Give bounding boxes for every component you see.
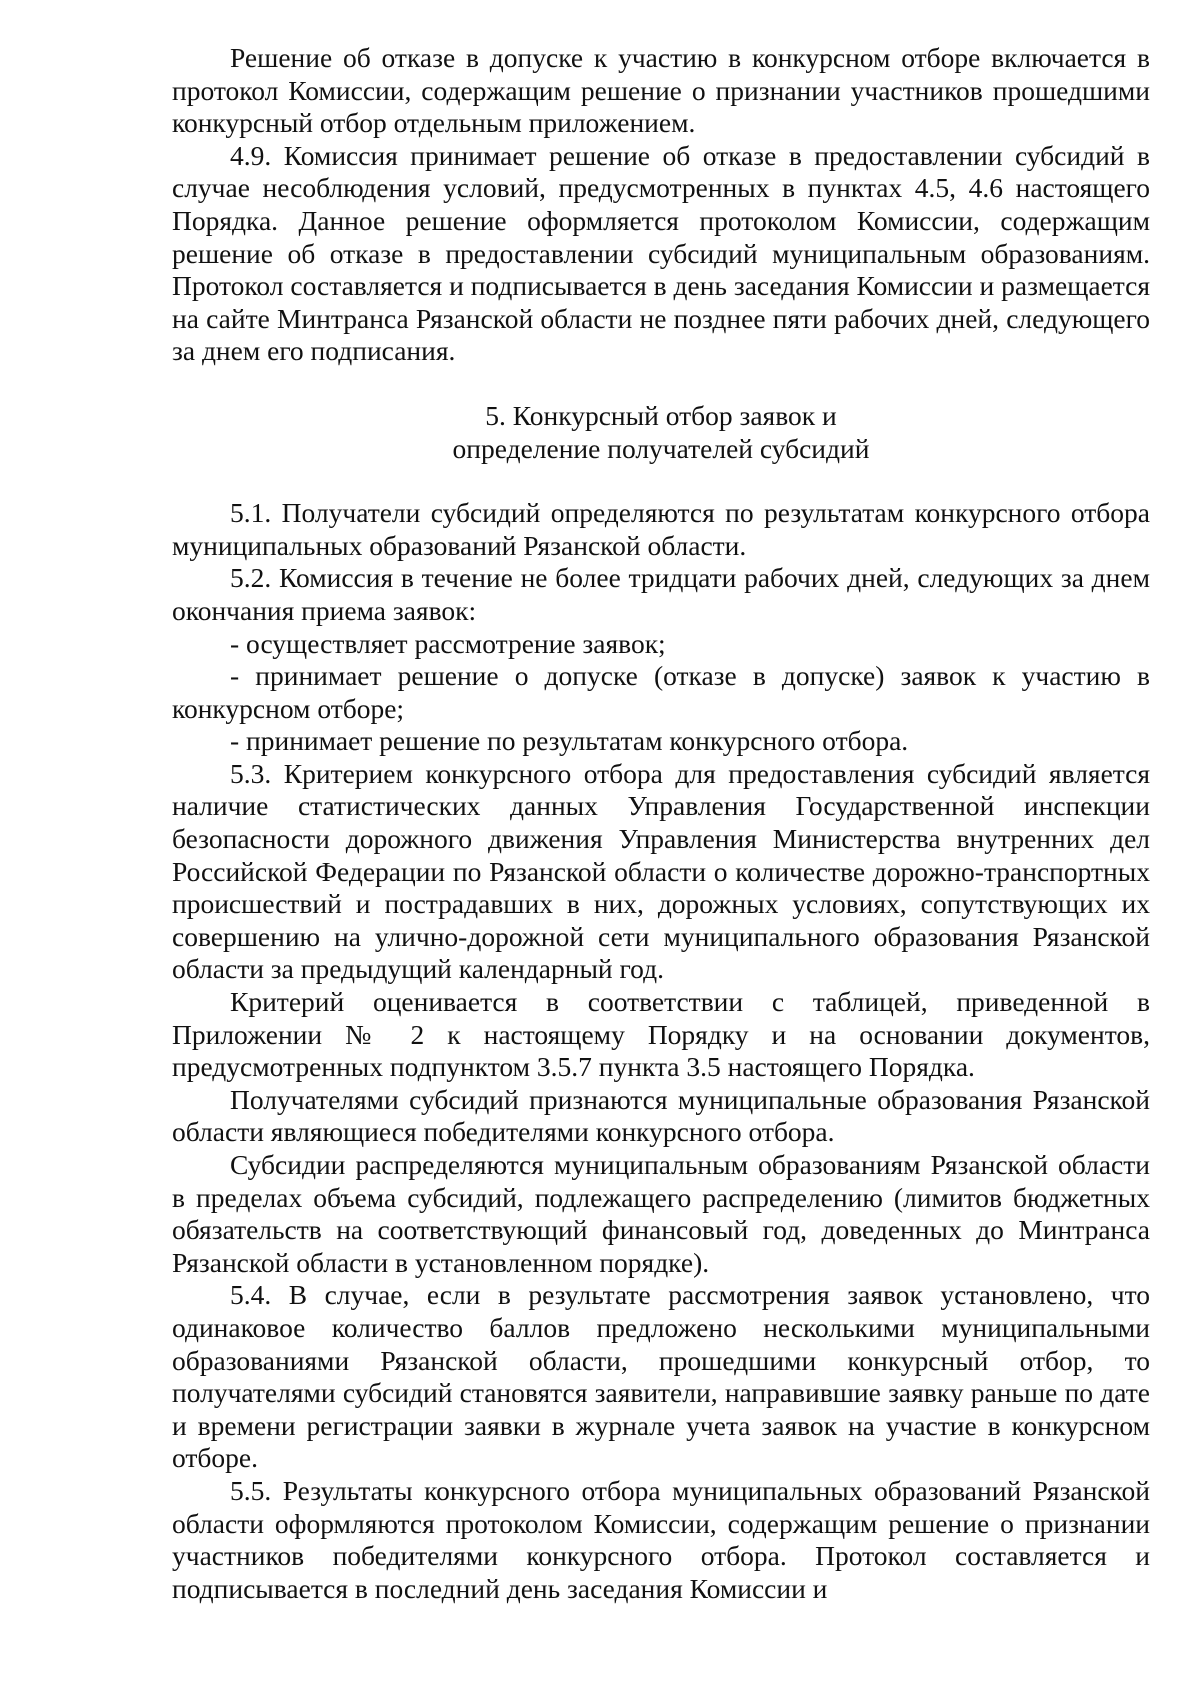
list-item-results: - принимает решение по результатам конкурсного отбора. — [230, 725, 909, 757]
section-heading-line-2: определение получателей субсидий — [452, 432, 870, 464]
section-heading — [172, 400, 1150, 465]
paragraph-5-5: 5.5. Результаты конкурсного отбора муниципальных образований Рязанской области оформляются протоколом Комиссии, содержащим решение о признании участников победителями конкурсного отбора. Протокол составляется и подписывается в последний день заседания Комиссии и — [172, 1474, 1150, 1604]
document-page — [172, 42, 1150, 1605]
paragraph-5-2: 5.2. Комиссия в течение не более тридцати рабочих дней, следующих за днем окончания приема заявок: — [172, 562, 1150, 626]
list-item-review: - осуществляет рассмотрение заявок; — [230, 627, 666, 659]
paragraph-5-3: 5.3. Критерием конкурсного отбора для предоставления субсидий является наличие статистических данных Управления Государственной инспекции безопасности дорожного движения Управления Министерства внутренних дел Российской Федерации по Рязанской области о количестве дорожно-транспортных происшествий и пострадавших в них, дорожных условиях, сопутствующих их совершению на улично-дорожной сети муниципального образования Рязанской области за предыдущий календарный год. — [172, 757, 1150, 985]
paragraph-recipients: Получателями субсидий признаются муниципальные образования Рязанской области являющиеся победителями конкурсного отбора. — [172, 1083, 1150, 1148]
list-item-admission: - принимает решение о допуске (отказе в допуске) заявок к участию в конкурсном отборе; — [172, 660, 1150, 724]
paragraph-rejection-protocol: Решение об отказе в допуске к участию в конкурсном отборе включается в протокол Комиссии, содержащим решение о признании участников прошедшими конкурсный отбор отдельным приложением. — [172, 42, 1150, 139]
paragraph-distribution: Субсидии распределяются муниципальным образованиям Рязанской области в пределах объема субсидий, подлежащего распределению (лимитов бюджетных обязательств на соответствующий финансовый год, доведенных до Минтранса Рязанской области в установленном порядке). — [172, 1149, 1150, 1278]
paragraph-4-9: 4.9. Комиссия принимает решение об отказе в предоставлении субсидий в случае несоблюдения условий, предусмотренных в пунктах 4.5, 4.6 настоящего Порядка. Данное решение оформляется протоколом Комиссии, содержащим решение об отказе в предоставлении субсидий муниципальным образованиям. Протокол составляется и подписывается в день заседания Комиссии и размещается на сайте Минтранса Рязанской области не позднее пяти рабочих дней, следующего за днем его подписания. — [172, 139, 1150, 367]
paragraph-5-4: 5.4. В случае, если в результате рассмотрения заявок установлено, что одинаковое количество баллов предложено несколькими муниципальными образованиями Рязанской области, прошедшими конкурсный отбор, то получателями субсидий становятся заявители, направившие заявку раньше по дате и времени регистрации заявки в журнале учета заявок на участие в конкурсном отборе. — [172, 1279, 1150, 1474]
paragraph-criterion: Критерий оценивается в соответствии с таблицей, приведенной в Приложении № 2 к настоящему Порядку и на основании документов, предусмотренных подпунктом 3.5.7 пункта 3.5 настоящего Порядка. — [172, 986, 1150, 1083]
section-heading-line-1: 5. Конкурсный отбор заявок и — [485, 399, 837, 431]
paragraph-5-1: 5.1. Получатели субсидий определяются по результатам конкурсного отбора муниципальных образований Рязанской области. — [172, 497, 1150, 561]
